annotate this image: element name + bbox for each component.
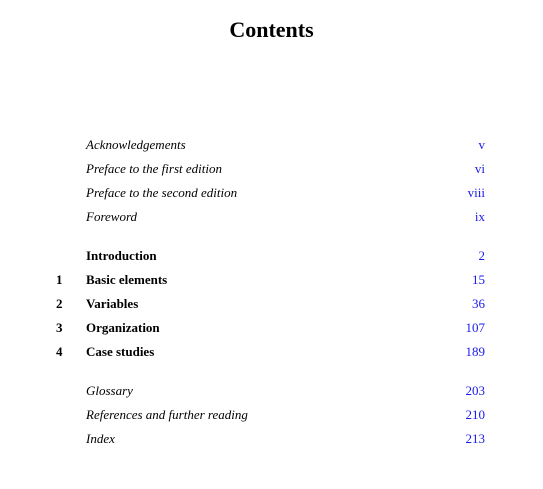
toc-page-link[interactable]: viii [467,185,485,200]
toc-entry-acknowledgements[interactable] [0,135,543,155]
toc-page-link[interactable]: 210 [465,407,485,422]
toc-entry-chapter-1[interactable] [0,270,543,290]
toc-entry-label: Foreword [86,209,138,224]
chapter-number: 4 [56,344,63,359]
toc-page-link[interactable]: v [478,137,485,152]
toc-entry-label: Variables [86,296,139,311]
toc-entry-label: Introduction [86,248,157,263]
chapter-number: 2 [56,296,63,311]
toc-page-link[interactable]: vi [474,161,485,176]
toc-entry-label: References and further reading [86,407,248,422]
toc-entry-label: Basic elements [86,272,168,287]
toc-entry-foreword[interactable] [0,207,543,227]
toc-entry-label: Preface to the second edition [86,185,238,200]
toc-entry-label: Index [86,431,115,446]
toc-entry-glossary[interactable] [0,381,543,401]
chapter-number: 3 [56,320,63,335]
toc-entry-label: Case studies [86,344,155,359]
toc-page-link[interactable]: 36 [472,296,485,311]
toc-page-link[interactable]: 2 [478,248,485,263]
toc-entry-label: Preface to the first edition [86,161,222,176]
toc-entry-chapter-3[interactable] [0,318,543,338]
toc-entry-preface-second[interactable] [0,183,543,203]
toc-entry-chapter-2[interactable] [0,294,543,314]
toc-entry-label: Acknowledgements [86,137,186,152]
toc-entry-references[interactable] [0,405,543,425]
chapter-number: 1 [56,272,63,287]
toc-page-link[interactable]: ix [474,209,485,224]
toc-entry-index[interactable] [0,429,543,449]
toc-entry-label: Glossary [86,383,133,398]
toc-page-link[interactable]: 189 [465,344,485,359]
toc-entry-preface-first[interactable] [0,159,543,179]
toc-page-link[interactable]: 213 [465,431,485,446]
toc-page-link[interactable]: 107 [465,320,485,335]
toc-page-link[interactable]: 15 [472,272,485,287]
toc-entry-introduction[interactable] [0,246,543,266]
toc-entry-chapter-4[interactable] [0,342,543,362]
page-title: Contents [229,17,314,42]
toc-entry-label: Organization [86,320,160,335]
toc-page-link[interactable]: 203 [465,383,485,398]
